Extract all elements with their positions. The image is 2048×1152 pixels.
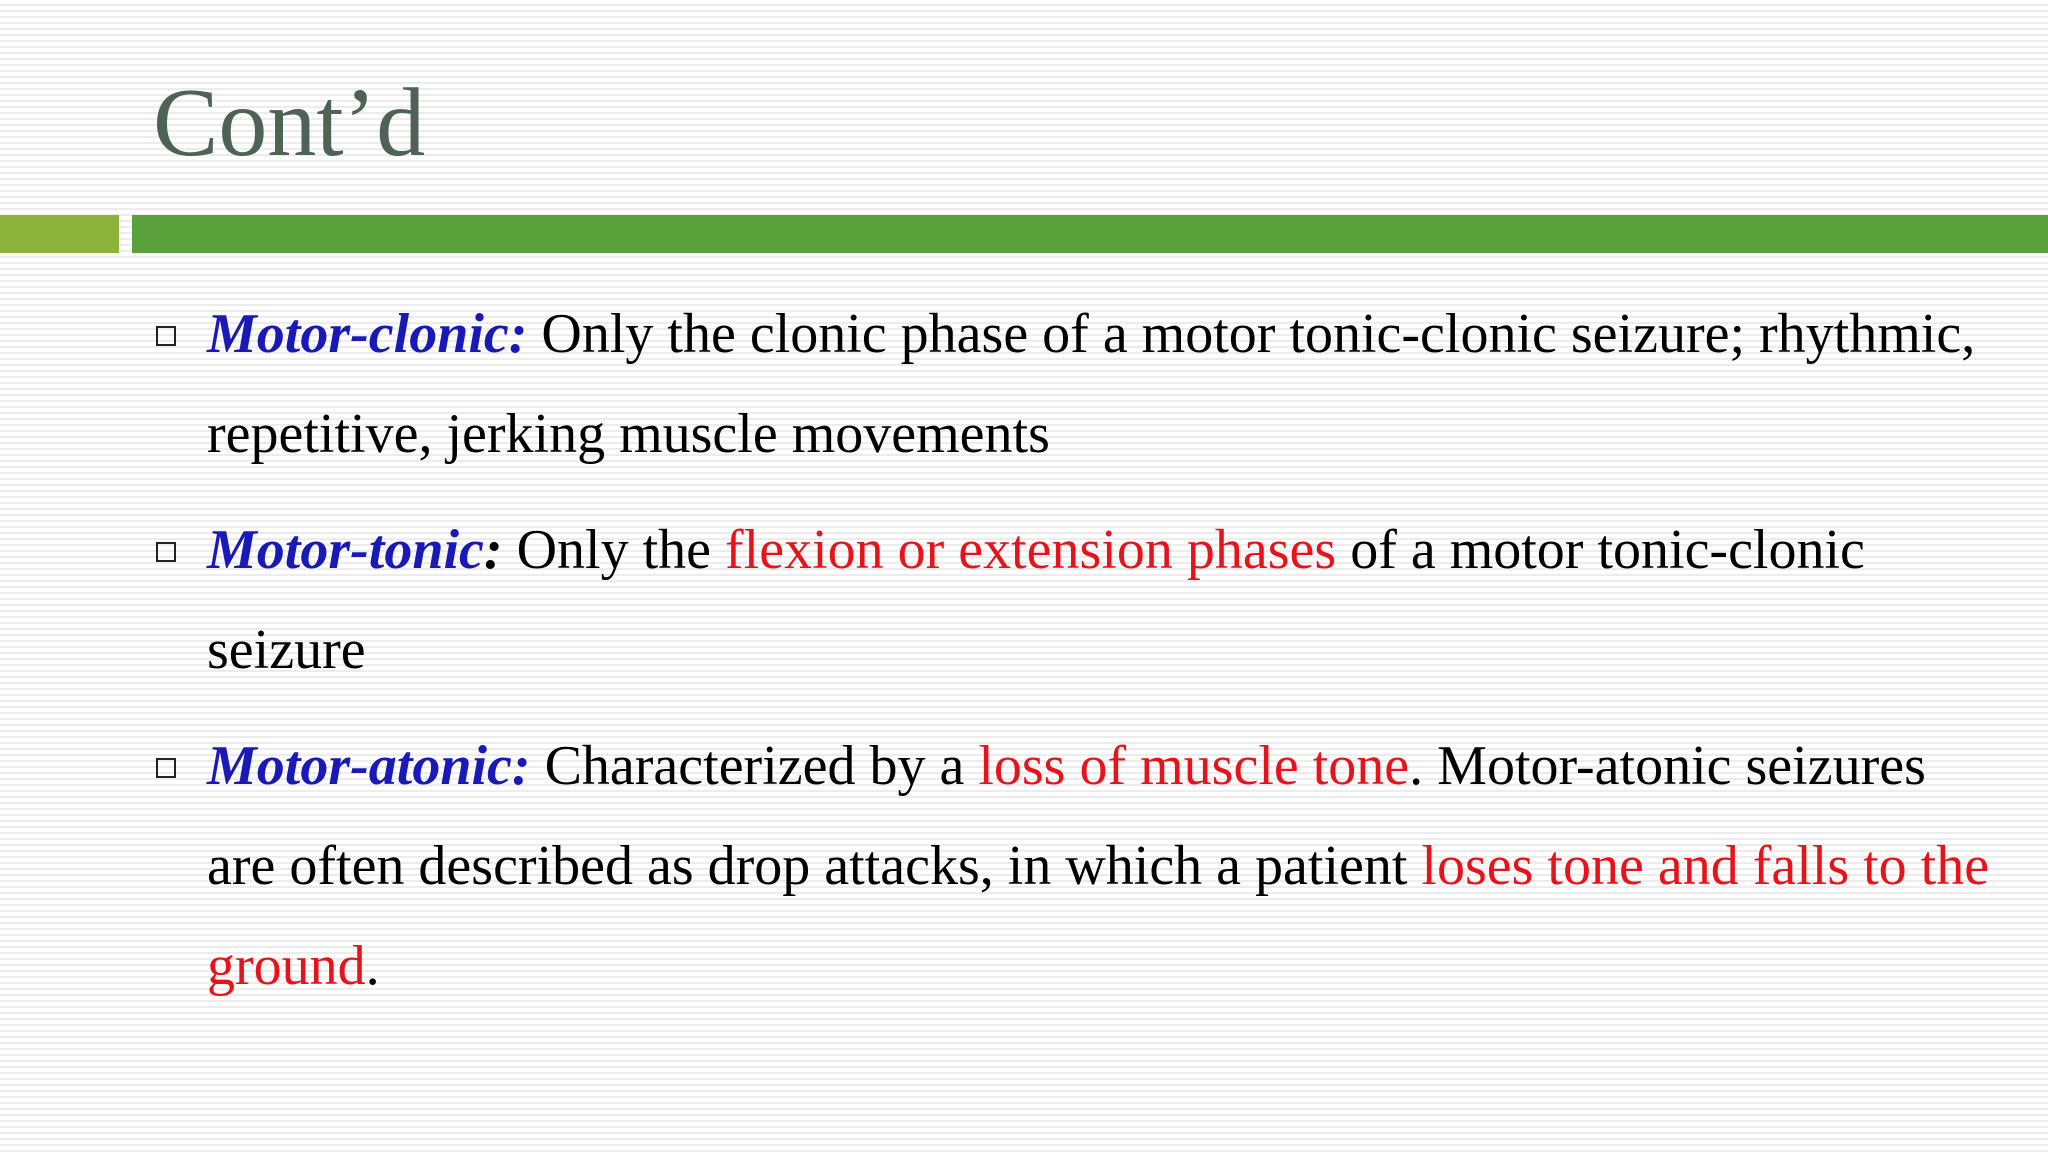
- bullet-text: .: [365, 935, 380, 997]
- bullet-text: Only the: [502, 519, 725, 581]
- bullet-item-motor-tonic: [207, 500, 1997, 700]
- bullet-highlight: loss of muscle tone: [978, 735, 1410, 797]
- bullet-text: . Motor-atonic seizures are often described as drop attacks, in which a patient: [207, 735, 1926, 897]
- hollow-square-bullet-icon: [156, 758, 176, 778]
- bullet-term: Motor-tonic: [207, 519, 484, 581]
- bullet-highlight: loses tone and falls to the ground: [207, 835, 1990, 997]
- hollow-square-bullet-icon: [156, 542, 176, 562]
- bullet-item-motor-clonic: [207, 284, 1997, 484]
- bullet-item-motor-atonic: [207, 716, 1997, 1016]
- slide-title: Cont’d: [153, 69, 426, 177]
- bullet-text: Only the clonic phase of a motor tonic-clonic seizure; rhythmic, repetitive, jerking muscle movements: [207, 303, 1976, 465]
- bullet-highlight: flexion or extension phases: [725, 519, 1337, 581]
- bullet-text: Characterized by a: [530, 735, 979, 797]
- bullet-text: of a motor tonic-clonic seizure: [207, 519, 1865, 681]
- bullet-term: Motor-clonic:: [207, 303, 528, 365]
- hollow-square-bullet-icon: [156, 326, 176, 346]
- bullet-term-colon: :: [483, 519, 503, 581]
- bullet-term: Motor-atonic:: [207, 735, 531, 797]
